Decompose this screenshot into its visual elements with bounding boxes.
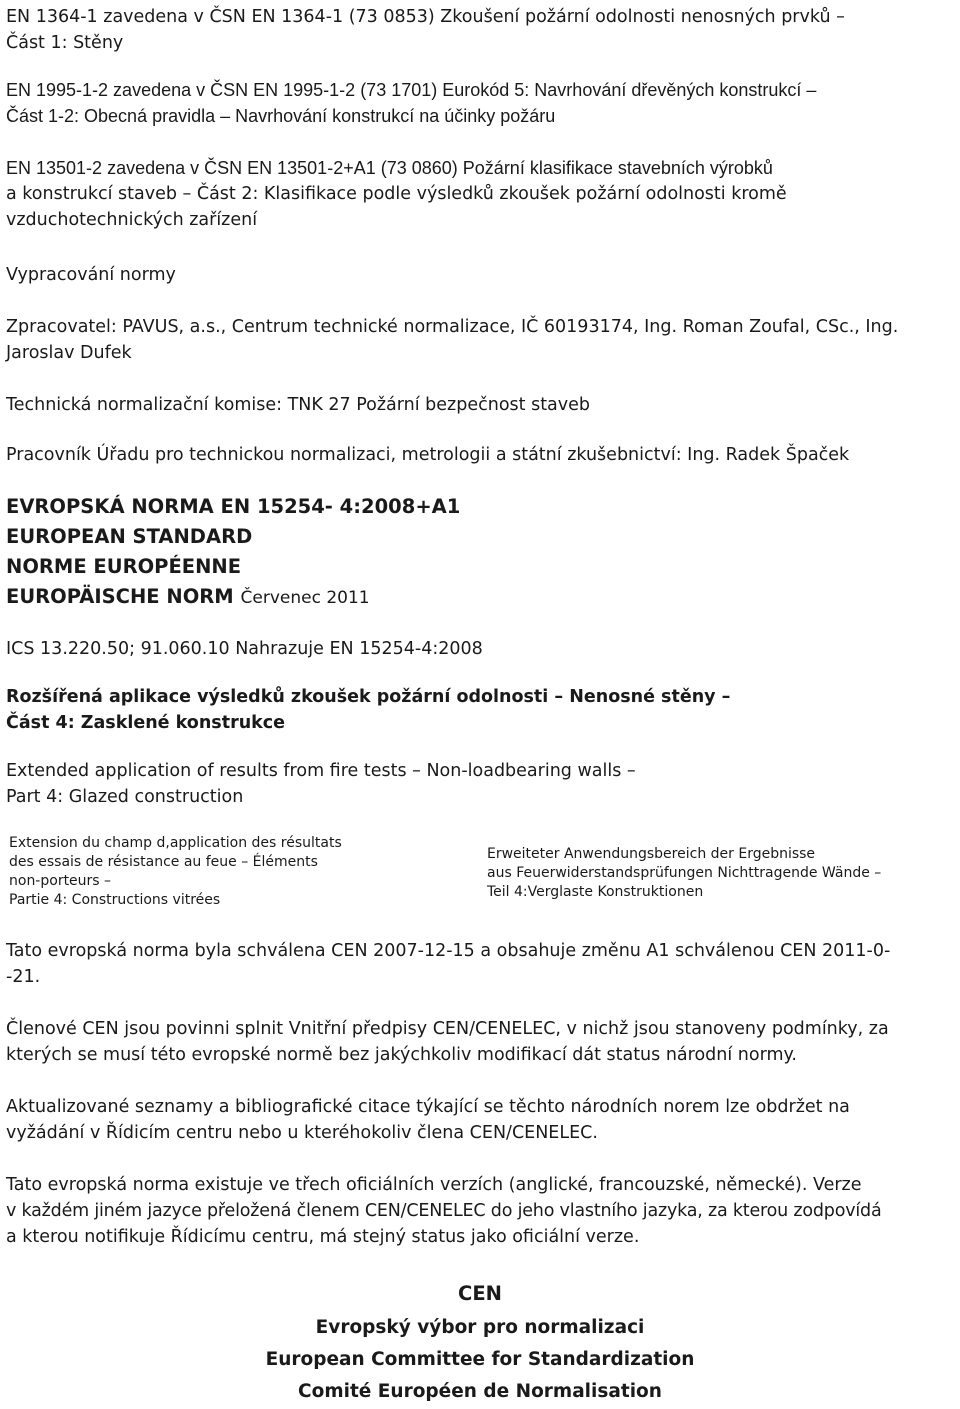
preparation-heading: Vypracování normy bbox=[6, 265, 176, 285]
ics-line: ICS 13.220.50; 91.060.10 Nahrazuje EN 15254-4:2008 bbox=[6, 639, 483, 659]
cen-abbreviation: CEN bbox=[458, 1282, 502, 1305]
cen-block bbox=[0, 1276, 960, 1408]
cen-name-french: Comité Européen de Normalisation bbox=[298, 1381, 662, 1402]
members-paragraph: Členové CEN jsou povinni splnit Vnitřní předpisy CEN/CENELEC, v nichž jsou stanoveny podmínky, za kterých se musí této evropské normě bez jakýchkoliv modifikací dát status národní normy. bbox=[6, 1019, 889, 1065]
norm-designation: EVROPSKÁ NORMA EN 15254- 4:2008+A1 EUROPEAN STANDARD NORME EUROPÉENNE EUROPÄISCHE NORM Červenec 2011 bbox=[6, 495, 461, 608]
cen-name-english: European Committee for Standardization bbox=[265, 1349, 695, 1370]
office-worker: Pracovník Úřadu pro technickou normalizaci, metrologii a státní zkušebnictví: Ing. Radek Špaček bbox=[6, 445, 850, 465]
title-czech: Rozšířená aplikace výsledků zkoušek požární odolnosti – Nenosné stěny – Část 4: Zasklené konstrukce bbox=[6, 687, 731, 733]
versions-paragraph: Tato evropská norma existuje ve třech oficiálních verzích (anglické, francouzské, německé). Verze v každém jiném jazyce přeložená členem CEN/CENELEC do jeho vlastního jazyka, za kterou zodpovídá a kterou notifikuje Řídicímu centru, má stejný status jako oficiální verze. bbox=[6, 1175, 882, 1247]
preparation-author: Zpracovatel: PAVUS, a.s., Centrum technické normalizace, IČ 60193174, Ing. Roman Zoufal, CSc., Ing. Jaroslav Dufek bbox=[6, 317, 899, 363]
lists-paragraph: Aktualizované seznamy a bibliografické citace týkající se těchto národních norem lze obdržet na vyžádání v Řídicím centru nebo u kteréhokoliv člena CEN/CENELEC. bbox=[6, 1097, 850, 1143]
norm-date: Červenec 2011 bbox=[240, 588, 370, 608]
technical-committee: Technická normalizační komise: TNK 27 Požární bezpečnost staveb bbox=[6, 395, 591, 415]
reference-en-1995-1-2: EN 1995-1-2 zavedena v ČSN EN 1995-1-2 (73 1701) Eurokód 5: Navrhování dřevěných konstrukcí – Část 1-2: Obecná pravidla – Navrhování konstrukcí na účinky požáru bbox=[6, 80, 817, 126]
reference-en-1364-1: EN 1364-1 zavedena v ČSN EN 1364-1 (73 0853) Zkoušení požární odolnosti nenosných prvků – Část 1: Stěny bbox=[6, 7, 845, 53]
title-english: Extended application of results from fire tests – Non-loadbearing walls – Part 4: Glazed construction bbox=[6, 761, 636, 807]
reference-en-13501-2: EN 13501-2 zavedena v ČSN EN 13501-2+A1 (73 0860) Požární klasifikace stavebních výrobků a konstrukcí staveb – Část 2: Klasifikace podle výsledků zkoušek požární odolnosti kromě vzduchotechnických zařízení bbox=[6, 158, 787, 230]
approval-paragraph: Tato evropská norma byla schválena CEN 2007-12-15 a obsahuje změnu A1 schválenou CEN 2011-0- -21. bbox=[6, 941, 891, 987]
cen-name-czech: Evropský výbor pro normalizaci bbox=[315, 1317, 645, 1338]
title-french: Extension du champ d,application des résultats des essais de résistance au feue – Éléments non-porteurs – Partie 4: Constructions vitrées bbox=[9, 835, 342, 908]
title-german: Erweiteter Anwendungsbereich der Ergebnisse aus Feuerwiderstandsprüfungen Nichttragende Wände – Teil 4:Verglaste Konstruktionen bbox=[487, 846, 882, 900]
